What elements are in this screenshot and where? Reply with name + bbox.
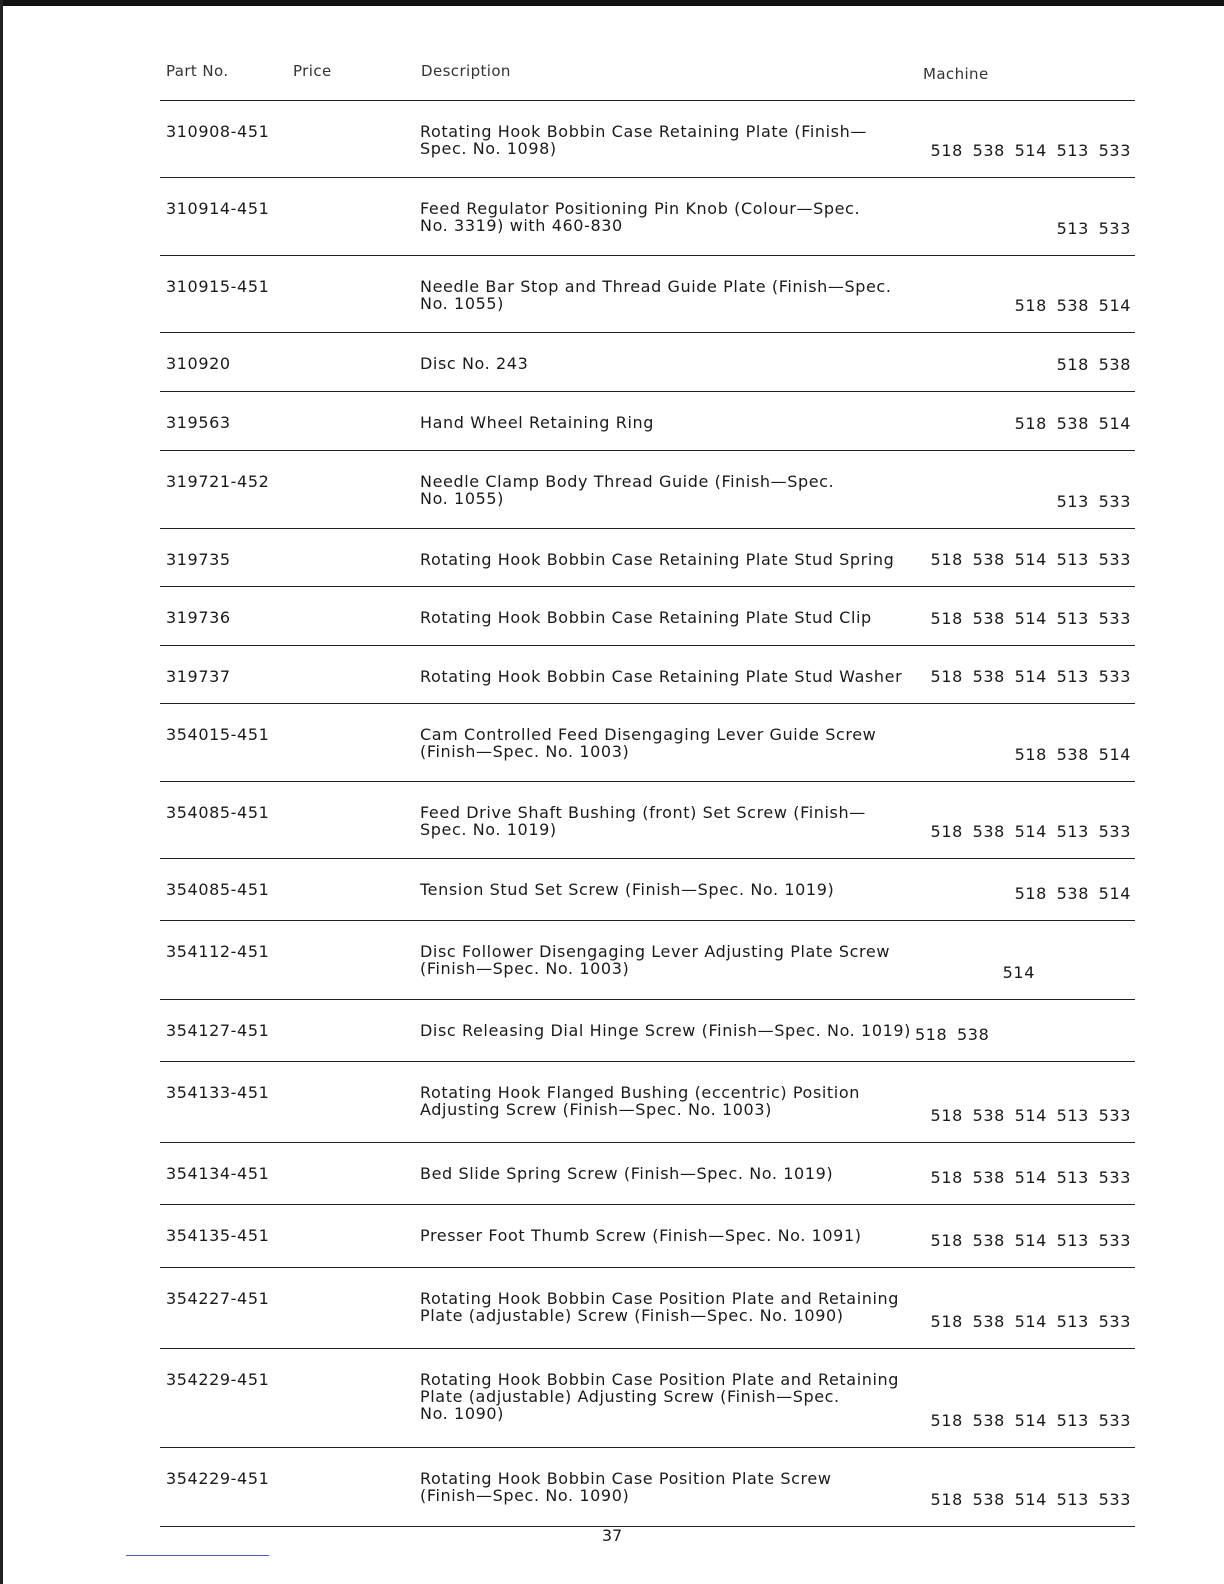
part-description: Tension Stud Set Screw (Finish—Spec. No. 1019) <box>420 880 835 899</box>
part-number: 354227-451 <box>166 1289 270 1308</box>
table-row <box>160 100 1135 177</box>
machine-models: 518 538 514 513 533 <box>930 1168 1131 1187</box>
part-number: 319721-452 <box>166 472 270 491</box>
part-number: 354085-451 <box>166 803 270 822</box>
part-number: 319736 <box>166 608 231 627</box>
table-row <box>160 858 1135 920</box>
machine-models: 518 538 514 513 533 <box>930 1106 1131 1125</box>
part-description: Rotating Hook Bobbin Case Retaining Plate Stud Clip <box>420 608 872 627</box>
part-description: Rotating Hook Flanged Bushing (eccentric) Position Adjusting Screw (Finish—Spec. No. 1003) <box>420 1083 860 1119</box>
part-description: Feed Regulator Positioning Pin Knob (Colour—Spec. No. 3319) with 460-830 <box>420 199 861 235</box>
parts-table <box>160 100 1135 1527</box>
machine-models: 518 538 514 513 533 <box>930 1411 1131 1430</box>
part-number: 354085-451 <box>166 880 270 899</box>
header-part-no: Part No. <box>166 62 229 80</box>
machine-models: 518 538 514 <box>1014 414 1131 433</box>
table-row <box>160 781 1135 858</box>
part-description: Rotating Hook Bobbin Case Position Plate and Retaining Plate (adjustable) Screw (Finish—Spec. No. 1090) <box>420 1289 900 1325</box>
table-row <box>160 1447 1135 1527</box>
machine-models: 518 538 514 513 533 <box>930 609 1131 628</box>
machine-models: 518 538 514 513 533 <box>930 1490 1131 1509</box>
page-number: 37 <box>601 1526 623 1545</box>
table-row <box>160 586 1135 645</box>
part-number: 310914-451 <box>166 199 270 218</box>
part-description: Rotating Hook Bobbin Case Position Plate Screw (Finish—Spec. No. 1090) <box>420 1469 832 1505</box>
part-number: 354134-451 <box>166 1164 270 1183</box>
machine-models: 518 538 514 513 533 <box>930 1231 1131 1250</box>
machine-models: 518 538 514 513 533 <box>930 141 1131 160</box>
header-price: Price <box>293 62 332 80</box>
part-description: Disc Follower Disengaging Lever Adjusting Plate Screw (Finish—Spec. No. 1003) <box>420 942 891 978</box>
part-description: Cam Controlled Feed Disengaging Lever Guide Screw (Finish—Spec. No. 1003) <box>420 725 877 761</box>
table-row <box>160 1142 1135 1204</box>
machine-models: 518 538 514 <box>1014 884 1131 903</box>
table-row <box>160 1204 1135 1267</box>
table-row <box>160 450 1135 528</box>
machine-models: 514 <box>1002 963 1035 982</box>
part-description: Rotating Hook Bobbin Case Retaining Plate Stud Spring <box>420 550 895 569</box>
table-row <box>160 391 1135 450</box>
table-row <box>160 177 1135 255</box>
part-number: 310920 <box>166 354 231 373</box>
part-number: 354112-451 <box>166 942 270 961</box>
part-number: 354135-451 <box>166 1226 270 1245</box>
part-number: 310908-451 <box>166 122 270 141</box>
machine-models: 518 538 514 <box>1014 745 1131 764</box>
part-description: Bed Slide Spring Screw (Finish—Spec. No. 1019) <box>420 1164 834 1183</box>
part-number: 354133-451 <box>166 1083 270 1102</box>
table-row <box>160 920 1135 999</box>
table-row <box>160 703 1135 781</box>
left-border <box>0 0 3 1584</box>
part-number: 354229-451 <box>166 1469 270 1488</box>
table-row <box>160 1348 1135 1447</box>
machine-models: 518 538 514 513 533 <box>930 1312 1131 1331</box>
table-row <box>160 1061 1135 1142</box>
table-row <box>160 645 1135 703</box>
machine-models: 518 538 514 513 533 <box>930 550 1131 569</box>
machine-models: 518 538 <box>915 1025 990 1044</box>
machine-models: 518 538 514 513 533 <box>930 822 1131 841</box>
part-description: Rotating Hook Bobbin Case Retaining Plate Stud Washer <box>420 667 903 686</box>
machine-models: 518 538 514 513 533 <box>930 667 1131 686</box>
part-number: 354127-451 <box>166 1021 270 1040</box>
machine-models: 518 538 514 <box>1014 296 1131 315</box>
part-description: Disc Releasing Dial Hinge Screw (Finish—Spec. No. 1019) <box>420 1021 912 1040</box>
part-description: Rotating Hook Bobbin Case Retaining Plate (Finish— Spec. No. 1098) <box>420 122 867 158</box>
part-number: 310915-451 <box>166 277 270 296</box>
table-row <box>160 255 1135 332</box>
table-row <box>160 1267 1135 1348</box>
part-description: Disc No. 243 <box>420 354 529 373</box>
part-description: Hand Wheel Retaining Ring <box>420 413 654 432</box>
part-description: Presser Foot Thumb Screw (Finish—Spec. No. 1091) <box>420 1226 862 1245</box>
header-machine: Machine <box>923 65 989 83</box>
part-number: 354229-451 <box>166 1370 270 1389</box>
part-description: Feed Drive Shaft Bushing (front) Set Screw (Finish— Spec. No. 1019) <box>420 803 866 839</box>
part-description: Needle Clamp Body Thread Guide (Finish—Spec. No. 1055) <box>420 472 835 508</box>
bottom-link-underline <box>126 1555 269 1556</box>
part-number: 354015-451 <box>166 725 270 744</box>
header-description: Description <box>421 62 511 80</box>
table-row <box>160 999 1135 1061</box>
machine-models: 518 538 <box>1056 355 1131 374</box>
part-number: 319563 <box>166 413 231 432</box>
part-description: Rotating Hook Bobbin Case Position Plate and Retaining Plate (adjustable) Adjusting Screw (Finish—Spec. No. 1090) <box>420 1370 900 1423</box>
top-border <box>0 0 1224 6</box>
machine-models: 513 533 <box>1056 219 1131 238</box>
part-number: 319735 <box>166 550 231 569</box>
table-row <box>160 332 1135 391</box>
part-number: 319737 <box>166 667 231 686</box>
table-row <box>160 528 1135 586</box>
part-description: Needle Bar Stop and Thread Guide Plate (Finish—Spec. No. 1055) <box>420 277 892 313</box>
machine-models: 513 533 <box>1056 492 1131 511</box>
